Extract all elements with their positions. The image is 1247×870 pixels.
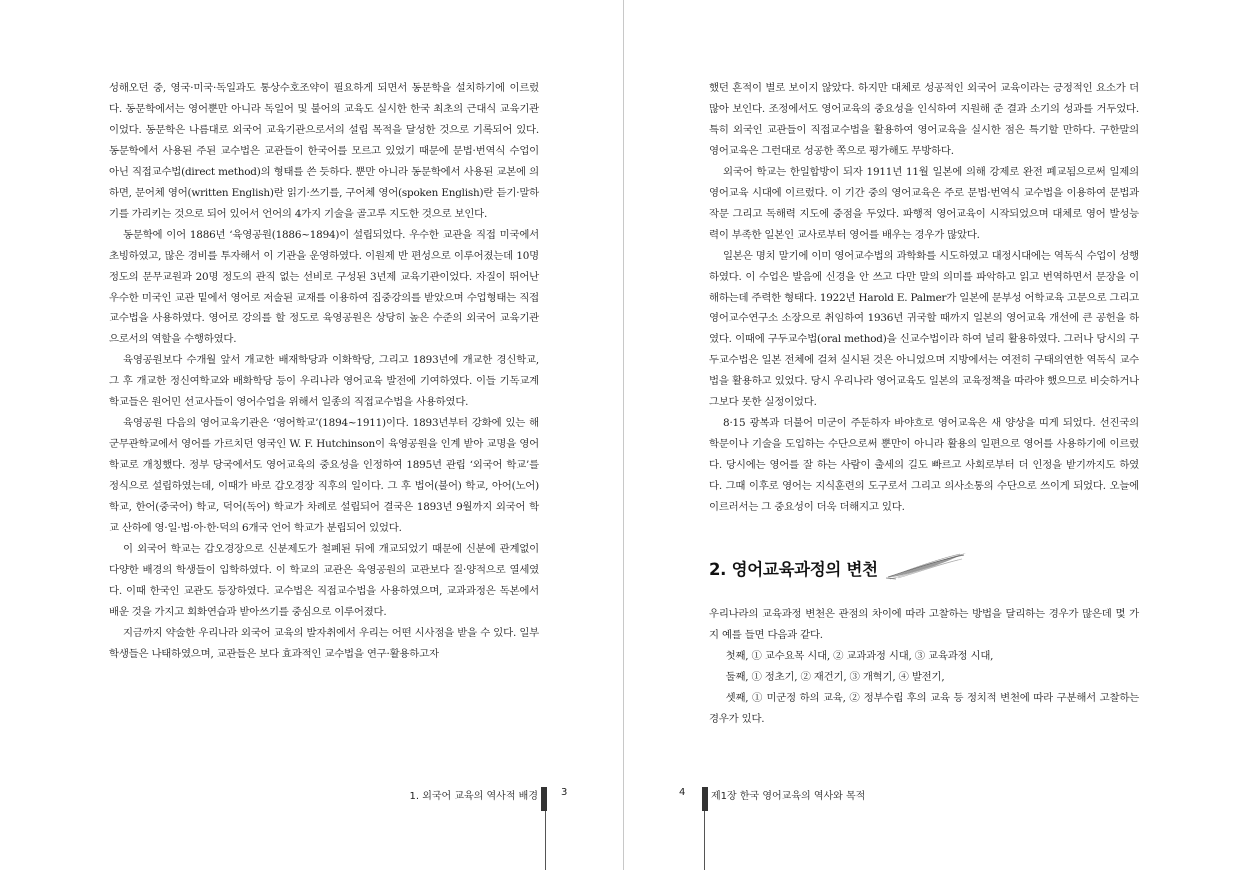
paragraph: 육영공원 다음의 영어교육기관은 ‘영어학교’(1894~1911)이다. 1893년부터 강화에 있는 해군무관학교에서 영어를 가르치던 영국인 W. F. Hutchinson이 육영공원을 인계 받아 교명을 영어 학교로 개칭했다. 정부 당국에서도 영어교육의 중요성을 인정하여 1895년 관립 ‘외국어 학교’를 정식으로 설립하였는데, 이때가 바로 갑오경장 직후의 일이다. 그 후 법어(불어) 학교, 아어(노어) 학교, 한어(중국어) 학교, 덕어(독어) 학교가 차례로 설립되어 결국은 1893년 9월까지 외국어 학교 산하에 영·일·법·아·한·덕의 6개국 언어 학교가 분립되어 있었다. — [109, 417, 539, 535]
footer-bar — [702, 787, 708, 811]
footer-rule — [545, 811, 546, 870]
section-heading-text: 2. 영어교육과정의 변천 — [709, 560, 878, 580]
feather-brush-icon — [884, 551, 968, 585]
paragraph: 이 외국어 학교는 갑오경장으로 신분제도가 철폐된 뒤에 개교되었기 때문에 신분에 관계없이 다양한 배경의 학생들이 입학하였다. 이 학교의 교관은 육영공원의 교관보다 질·양적으로 열세였다. 이때 한국인 교관도 등장하였다. 교수법은 직접교수법을 사용하였으며, 교과과정은 독본에서 배운 것을 가지고 회화연습과 받아쓰기를 중심으로 이루어졌다. — [109, 542, 539, 618]
running-title: 1. 외국어 교육의 역사적 배경 — [409, 791, 538, 802]
running-title: 제1장 한국 영어교육의 역사와 목적 — [711, 791, 866, 802]
list-item: 셋째, ① 미군정 하의 교육, ② 정부수립 후의 교육 등 정치적 변천에 따라 구분해서 고찰하는 경우가 있다. — [709, 691, 1139, 725]
paragraph: 육영공원보다 수개월 앞서 개교한 배재학당과 이화학당, 그리고 1893년에 개교한 경신학교, 그 후 개교한 정신여학교와 배화학당 등이 우리나라 영어교육 발전에 기여하였다. 이들 기독교계 학교들은 원어민 선교사들이 영어수업을 위해서 일종의 직접교수법을 사용하였다. — [109, 354, 539, 409]
right-text-column — [709, 78, 1139, 730]
paragraph: 8·15 광복과 더불어 미군이 주둔하자 바야흐로 영어교육은 새 양상을 띠게 되었다. 선진국의 학문이나 기술을 도입하는 수단으로써 뿐만이 아니라 활용의 일편으로 영어를 사용하기에 이르렀다. 당시에는 영어를 잘 하는 사람이 출세의 길도 빠르고 사회로부터 더 인정을 받기까지도 하였다. 그때 이후로 영어는 지식훈련의 도구로서 그리고 의사소통의 수단으로 쓰이게 되었다. 오늘에 이르러서는 그 중요성이 더욱 더해지고 있다. — [709, 417, 1139, 514]
footer-rule — [704, 811, 705, 870]
footer-bar — [541, 787, 547, 811]
paragraph: 했던 흔적이 별로 보이지 않았다. 하지만 대체로 성공적인 외국어 교육이라는 긍정적인 요소가 더 많아 보인다. 조정에서도 영어교육의 중요성을 인식하여 지원해 준 결과 소기의 성과를 거두었다. 특히 외국인 교관들이 직접교수법을 활용하여 영어교육을 실시한 점은 특기할 만하다. 구한말의 영어교육은 그런대로 성공한 쪽으로 평가해도 무방하다. — [709, 82, 1139, 157]
left-text-column — [109, 78, 539, 665]
section-heading — [709, 548, 1139, 588]
paragraph: 일본은 명치 말기에 이미 영어교수법의 과학화를 시도하였고 대정시대에는 역독식 수업이 성행하였다. 이 수업은 발음에 신경을 안 쓰고 다만 말의 의미를 파악하고 읽고 번역하면서 문장을 이해하는데 주력한 형태다. 1922년 Harold E. Palmer가 일본에 문부성 어학교육 고문으로 그리고 영어교수연구소 소장으로 취임하여 1936년 귀국할 때까지 일본의 영어교육 개선에 큰 공헌을 하였다. 이때에 구두교수법(oral method)을 신교수법이라 하여 널리 활용하였다. 그러나 당시의 구두교수법은 일본 전체에 걸쳐 실시된 것은 아니었으며 지방에서는 여전히 구태의연한 역독식 교수법을 활용하고 있었다. 당시 우리나라 영어교육도 일본의 교육정책을 따라야 했으므로 비슷하거나 그보다 못한 실정이었다. — [709, 249, 1139, 409]
list-item: 둘째, ① 정초기, ② 재건기, ③ 개혁기, ④ 발전기, — [725, 670, 945, 683]
list-item: 첫째, ① 교수요목 시대, ② 교과과정 시대, ③ 교육과정 시대, — [725, 649, 994, 662]
paragraph: 외국어 학교는 한일합방이 되자 1911년 11월 일본에 의해 강제로 완전 폐교됨으로써 일제의 영어교육 시대에 이르렀다. 이 기간 중의 영어교육은 주로 문법·번역식 교수법을 이용하여 문법과 작문 그리고 독해력 지도에 중점을 두었다. 파행적 영어교육이 시작되었으며 대체로 영어 발성능력이 부족한 일본인 교사로부터 영어를 배우는 경우가 많았다. — [709, 165, 1139, 241]
right-page — [623, 0, 1247, 870]
paragraph: 동문학에 이어 1886년 ‘육영공원(1886~1894)이 설립되었다. 우수한 교관을 직접 미국에서 초빙하였고, 많은 경비를 투자해서 이 기관을 운영하였다. 이원제 반 편성으로 이루어졌는데 10명 정도의 문무교원과 20명 정도의 관직 없는 선비로 구성된 3년제 교육기관이었다. 자질이 뛰어난 우수한 미국인 교관 밑에서 영어로 저술된 교재를 이용하여 집중강의를 받았으며 수업형태는 직접교수법을 사용하였다. 영어로 강의를 할 정도로 육영공원은 상당히 높은 수준의 외국어 교육기관으로서의 역할을 수행하였다. — [109, 228, 539, 346]
paragraph: 우리나라의 교육과정 변천은 관점의 차이에 따라 고찰하는 방법을 달리하는 경우가 많은데 몇 가지 예를 들면 다음과 같다. — [709, 608, 1139, 641]
paragraph: 지금까지 약술한 우리나라 외국어 교육의 발자취에서 우리는 어떤 시사점을 받을 수 있다. 일부 학생들은 나태하였으며, 교관들은 보다 효과적인 교수법을 연구·활용하고자 — [109, 626, 539, 660]
page-number: 3 — [561, 787, 568, 798]
paragraph: 성해오던 중, 영국·미국·독일과도 통상수호조약이 필요하게 되면서 동문학을 설치하기에 이르렀다. 동문학에서는 영어뿐만 아니라 독일어 및 불어의 교육도 실시한 한국 최초의 근대식 교육기관이었다. 동문학은 나름대로 외국어 교육기관으로서의 설립 목적을 달성한 것으로 기록되어 있다. 동문학에서 사용된 주된 교수법은 교관들이 한국어를 모르고 있었기 때문에 문법·번역식 수업이 아닌 직접교수법(direct method)의 형태를 쓴 듯하다. 뿐만 아니라 동문학에서 사용된 교본에 의하면, 문어체 영어(written English)란 읽기·쓰기를, 구어체 영어(spoken English)란 듣기·말하기를 가리키는 것으로 되어 있어서 언어의 4가지 기술을 골고루 지도한 것으로 보인다. — [109, 82, 539, 220]
left-page — [0, 0, 623, 870]
page-number: 4 — [679, 787, 686, 798]
